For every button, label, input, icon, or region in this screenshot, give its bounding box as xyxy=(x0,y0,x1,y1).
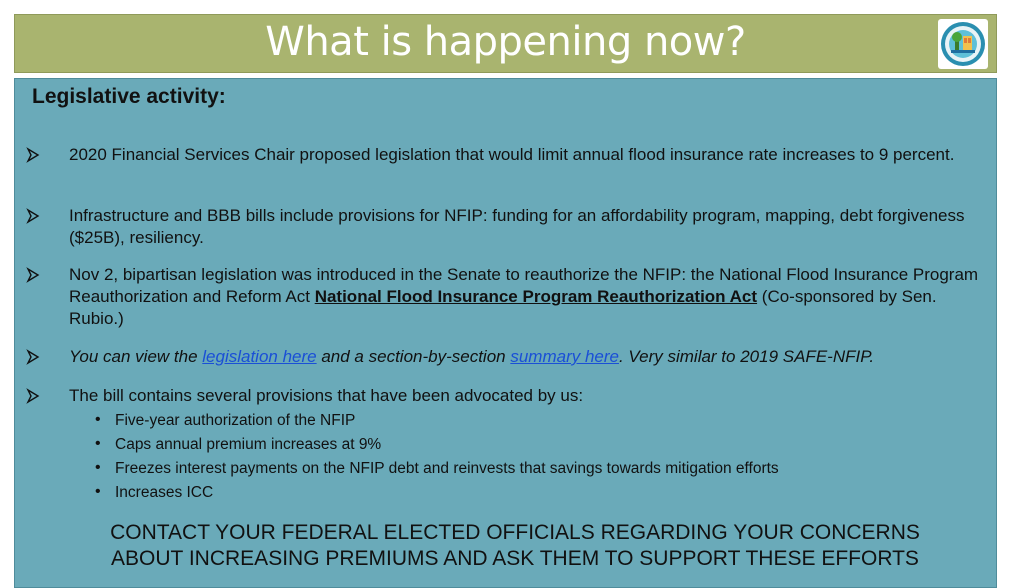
dot-bullet-icon: • xyxy=(95,483,101,500)
cta-line-1: CONTACT YOUR FEDERAL ELECTED OFFICIALS REGARDING YOUR CONCERNS xyxy=(110,521,920,544)
bullet-text: 2020 Financial Services Chair proposed legislation that would limit annual flood insurance rate increases to 9 percent. xyxy=(69,145,955,164)
sub-bullet-text: Caps annual premium increases at 9% xyxy=(115,436,382,453)
sub-bullet-item xyxy=(95,411,356,430)
city-seal-logo xyxy=(938,19,988,69)
sub-bullet-text: Five-year authorization of the NFIP xyxy=(115,412,356,429)
legislation-link[interactable]: legislation here xyxy=(202,347,317,366)
dot-bullet-icon: • xyxy=(95,435,101,452)
dot-bullet-icon: • xyxy=(95,459,101,476)
arrow-bullet-icon xyxy=(25,208,41,224)
sub-bullet-item xyxy=(95,435,382,454)
sub-bullet-item xyxy=(95,459,779,478)
section-heading: Legislative activity: xyxy=(32,85,226,108)
reauthorization-act-link[interactable]: National Flood Insurance Program Reauthorization Act xyxy=(314,287,758,306)
sub-bullet-text: Freezes interest payments on the NFIP debt and reinvests that savings towards mitigation efforts xyxy=(115,460,779,477)
sub-bullet-item xyxy=(95,483,214,502)
bullet-text xyxy=(69,264,985,330)
slide-header xyxy=(14,14,997,73)
cta-line-2: ABOUT INCREASING PREMIUMS AND ASK THEM TO SUPPORT THESE EFFORTS xyxy=(111,547,919,570)
arrow-bullet-icon xyxy=(25,349,41,365)
summary-link[interactable]: summary here xyxy=(510,347,619,366)
content-panel xyxy=(14,78,997,588)
arrow-bullet-icon xyxy=(25,147,41,163)
bullet-text-part: and a section-by-section xyxy=(316,347,511,366)
slide-title: What is happening now? xyxy=(265,19,746,65)
call-to-action xyxy=(75,520,955,572)
arrow-bullet-icon xyxy=(25,388,41,404)
bullet-text: Infrastructure and BBB bills include provisions for NFIP: funding for an affordability program, mapping, debt forgiveness ($25B), resiliency. xyxy=(69,206,965,247)
dot-bullet-icon: • xyxy=(95,411,101,428)
bullet-text-part: . Very similar to 2019 SAFE-NFIP. xyxy=(618,347,875,366)
bullet-text-before: Nov 2, bipartisan legislation was introduced in the Senate to reauthorize the NFIP: the National Flood Insurance Program Reauthorization and Reform Act xyxy=(69,265,979,306)
bullet-text: The bill contains several provisions that have been advocated by us: xyxy=(69,386,584,405)
arrow-bullet-icon xyxy=(25,267,41,283)
city-seal-icon xyxy=(938,19,988,69)
bullet-text xyxy=(69,346,985,368)
sub-bullet-text: Increases ICC xyxy=(115,484,214,501)
bullet-text-part: You can view the xyxy=(69,347,203,366)
bullet-text-after: (Co-sponsored by Sen. Rubio.) xyxy=(69,287,937,328)
